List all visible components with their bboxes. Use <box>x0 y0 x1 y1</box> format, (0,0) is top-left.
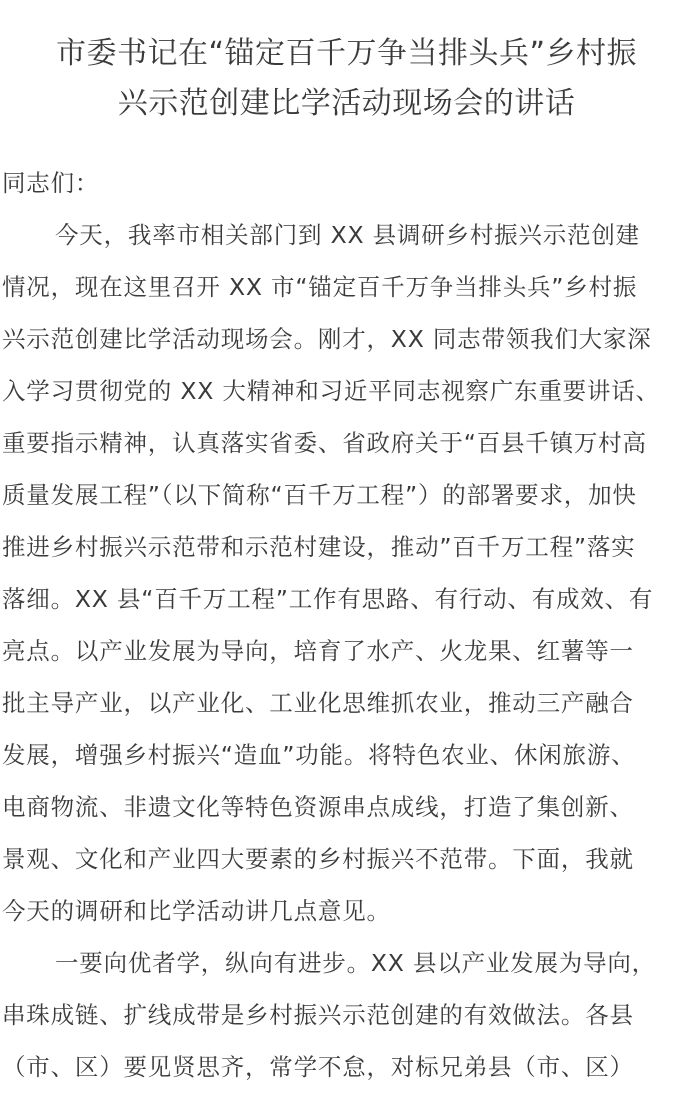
paragraph-line: 今天，我率市相关部门到 XX 县调研乡村振兴示范创建 <box>55 221 640 249</box>
paragraph-line: 质量发展工程”（以下简称“百千万工程”）的部署要求，加快 <box>2 481 637 509</box>
paragraph-line: 情况，现在这里召开 XX 市“锚定百千万争当排头兵”乡村振 <box>2 273 638 301</box>
paragraph-line: 景观、文化和产业四大要素的乡村振兴不范带。下面，我就 <box>2 845 634 873</box>
document-title-line-1: 市委书记在“锚定百千万争当排头兵”乡村振 <box>55 36 638 71</box>
paragraph-line: 发展，增强乡村振兴“造血”功能。将特色农业、休闲旅游、 <box>2 741 636 769</box>
salutation: 同志们： <box>2 169 100 197</box>
paragraph-line: 重要指示精神，认真落实省委、省政府关于“百县千镇万村高 <box>2 429 647 457</box>
paragraph-line: 兴示范创建比学活动现场会。刚才，XX 同志带领我们大家深 <box>2 325 652 353</box>
paragraph-line: 入学习贯彻党的 XX 大精神和习近平同志视察广东重要讲话、 <box>2 377 660 405</box>
paragraph-line: 亮点。以产业发展为导向，培育了水产、火龙果、红薯等一 <box>2 637 634 665</box>
paragraph-line: 今天的调研和比学活动讲几点意见。 <box>2 897 391 925</box>
paragraph-line: 电商物流、非遗文化等特色资源串点成线，打造了集创新、 <box>2 793 634 821</box>
paragraph-line: 一要向优者学，纵向有进步。XX 县以产业发展为导向， <box>55 949 656 977</box>
paragraph-line: 推进乡村振兴示范带和示范村建设，推动”百千万工程”落实 <box>2 533 636 561</box>
paragraph-line: 串珠成链、扩线成带是乡村振兴示范创建的有效做法。各县 <box>2 1001 634 1029</box>
paragraph-line: （市、区）要见贤思齐，常学不怠，对标兄弟县（市、区） <box>2 1053 634 1081</box>
paragraph-line: 批主导产业，以产业化、工业化思维抓农业，推动三产融合 <box>2 689 634 717</box>
document-title-line-2: 兴示范创建比学活动现场会的讲话 <box>117 86 576 121</box>
paragraph-line: 落细。XX 县“百千万工程”工作有思路、有行动、有成效、有 <box>2 585 654 613</box>
